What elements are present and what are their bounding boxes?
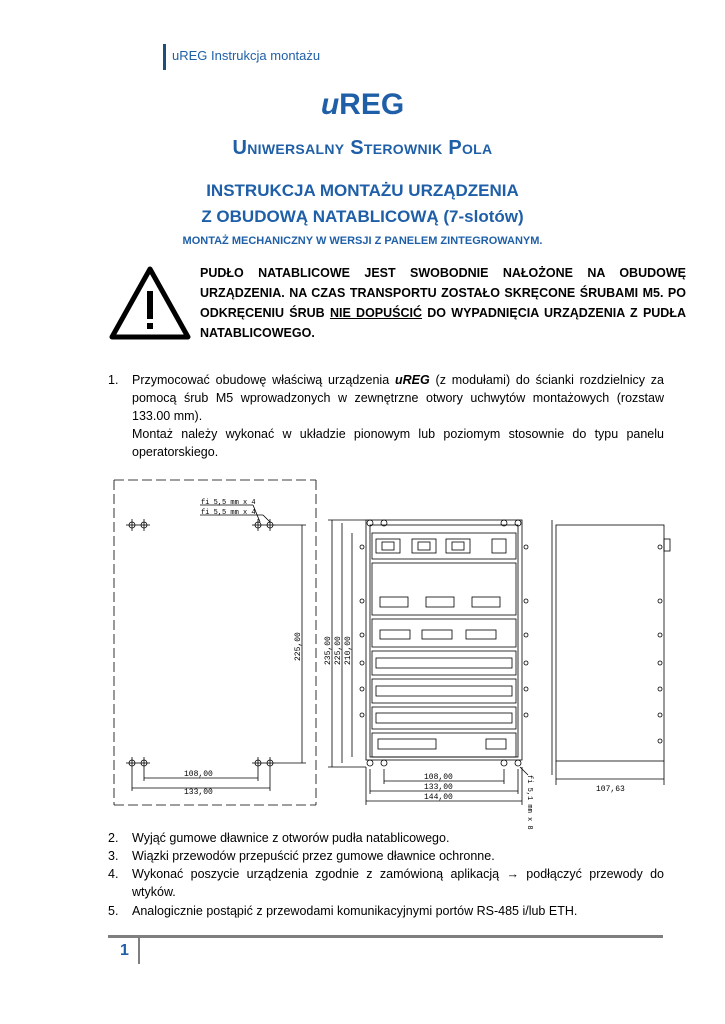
label-dim-144: 144,00	[424, 793, 453, 802]
mounting-drawing	[108, 475, 688, 835]
label-fi-top-1: fi 5,5 mm x 4	[201, 499, 256, 507]
label-dim-133-left: 133,00	[184, 788, 213, 797]
step-2: 2. Wyjąć gumowe dławnice z otworów pudła natablicowego.	[108, 831, 450, 845]
footer-rule	[108, 935, 663, 938]
step-5: 5. Analogicznie postąpić z przewodami komunikacyjnymi portów RS-485 i/lub ETH.	[108, 904, 578, 918]
step-1-note: Montaż należy wykonać w układzie pionowym lub poziomym stosownie do typu panelu operatorskiego.	[132, 427, 664, 459]
document-subtitle: Uniwersalny Sterownik Pola	[232, 137, 493, 159]
label-dim-108-mid: 108,00	[424, 773, 453, 782]
instruction-heading-3: MONTAŻ MECHANICZNY W WERSJI Z PANELEM ZINTEGROWANYM.	[182, 235, 543, 247]
instruction-heading-2: Z OBUDOWĄ NATABLICOWĄ (7-slotów)	[201, 207, 524, 226]
label-fi-top-2: fi 5,5 mm x 4	[201, 509, 256, 517]
label-dim-107: 107,63	[596, 785, 625, 794]
label-fi-side: fi 5,1 mm x 8	[525, 775, 533, 830]
warning-triangle-icon	[108, 265, 192, 341]
instruction-heading-1: INSTRUKCJA MONTAŻU URZĄDZENIA	[206, 181, 519, 200]
step-1: 1. Przymocować obudowę właściwą urządzenia uREG (z modułami) do ścianki rozdzielnicy za pomocą śrub M5 wprowadzonych w zewnętrzne otwory uchwytów montażowych (rozstaw 133.00 mm). Montaż należy wykonać w układzie pionowym lub poziomym stosownie do typu panelu operatorskiego.	[108, 373, 665, 459]
label-dim-225-mid: 225,00	[334, 636, 343, 665]
label-dim-210: 210,00	[344, 636, 353, 665]
side-view	[552, 520, 670, 785]
document-title: uREG	[320, 88, 405, 121]
footer-accent-bar	[138, 938, 140, 964]
front-view	[328, 520, 528, 805]
header-title: uREG Instrukcja montażu	[172, 48, 321, 63]
label-dim-235: 235,00	[324, 636, 333, 665]
step-3: 3. Wiązki przewodów przepuścić przez gumowe dławnice ochronne.	[108, 849, 495, 863]
label-dim-133-mid: 133,00	[424, 783, 453, 792]
warning-text: PUDŁO NATABLICOWE JEST SWOBODNIE NAŁOŻONE NA OBUDOWĘ URZĄDZENIA. NA CZAS TRANSPORTU ZOSTAŁO SKRĘCONE ŚRUBAMI M5. PO ODKRĘCENIU ŚRUB NIE DOPUŚCIĆ DO WYPADNIĘCIA URZĄDZENIA Z PUDŁA NATABLICOWEGO.	[200, 266, 686, 340]
label-dim-225-left: 225,00	[294, 632, 303, 661]
step-4: 4. Wykonać poszycie urządzenia zgodnie z zamówioną aplikacją → podłączyć przewody do wtyków.	[108, 867, 664, 899]
mounting-hole-template	[114, 480, 316, 805]
header-accent-bar	[163, 44, 166, 70]
label-dim-108-left: 108,00	[184, 770, 213, 779]
page-number: 1	[120, 942, 129, 959]
